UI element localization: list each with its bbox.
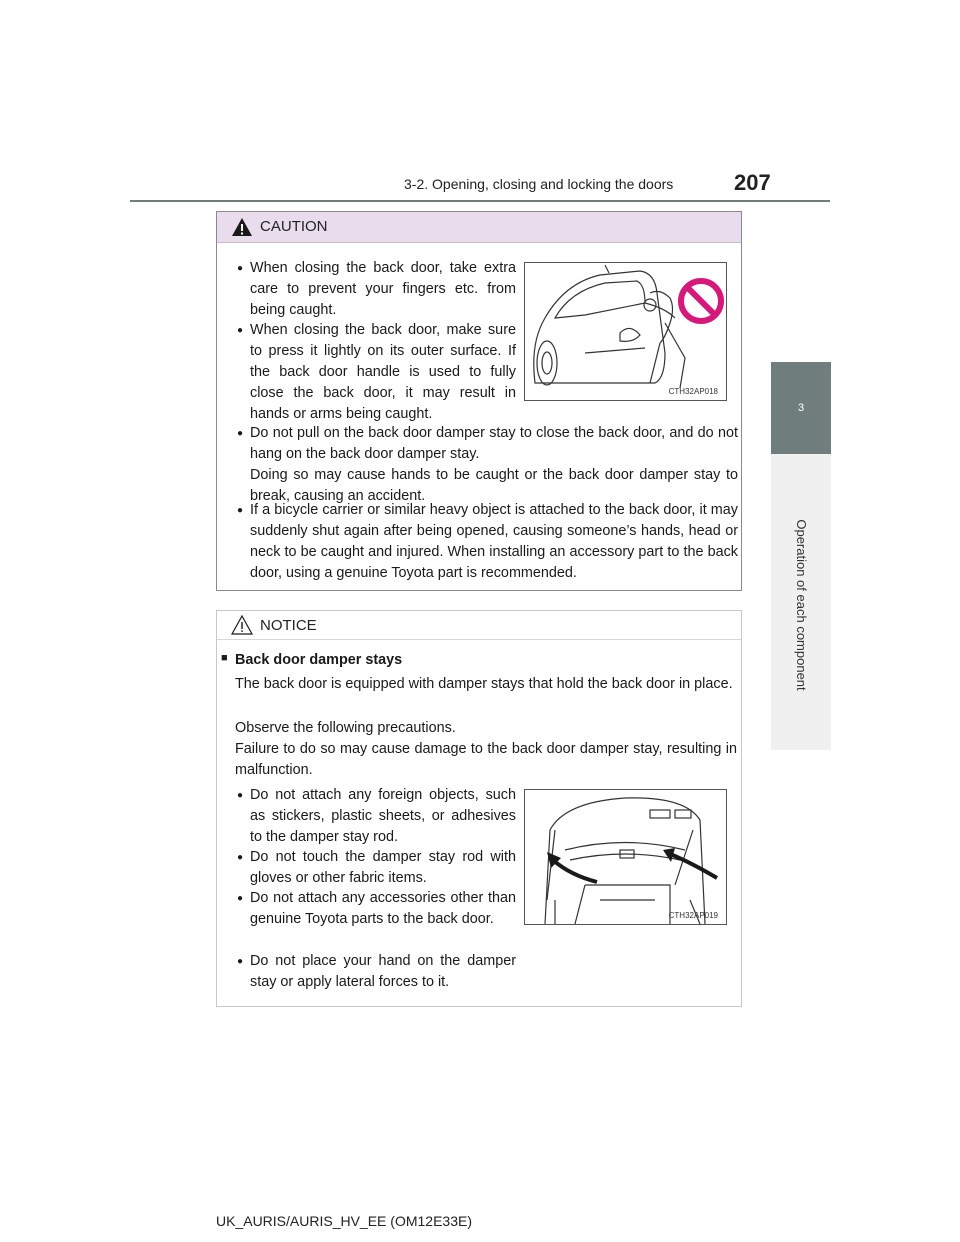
prohibition-icon bbox=[681, 281, 721, 321]
caution-outline-triangle-icon bbox=[231, 615, 253, 635]
notice-paragraph-2 bbox=[235, 718, 737, 781]
footer-model-code: UK_AURIS/AURIS_HV_EE (OM12E33E) bbox=[216, 1213, 472, 1229]
notice-item-2: ● Do not touch the damper stay rod with gloves or other fabric items. bbox=[237, 847, 516, 889]
chapter-number: 3 bbox=[797, 402, 805, 414]
caution-item-3-continuation: Doing so may cause hands to be caught or the back door damper stay to break, causing an accident. bbox=[250, 467, 738, 504]
notice-item-4: ● Do not place your hand on the damper stay or apply lateral forces to it. bbox=[237, 951, 516, 993]
illustration-damper-stays bbox=[524, 789, 727, 925]
caution-item-1: ● When closing the back door, take extra care to prevent your fingers etc. from being caught. bbox=[237, 258, 516, 321]
open-back-door-drawing bbox=[525, 790, 726, 924]
caution-title: CAUTION bbox=[260, 218, 328, 235]
notice-subheading: ■ Back door damper stays bbox=[221, 652, 735, 668]
illustration-code: CTH32AP019 bbox=[668, 911, 718, 920]
notice-header bbox=[217, 611, 741, 640]
damper-arrow-right-icon bbox=[663, 848, 717, 878]
illustration-closing-back-door bbox=[524, 262, 727, 401]
caution-item-4: ● If a bicycle carrier or similar heavy object is attached to the back door, it may suddenly shut again after being opened, causing someone’s hands, head or neck to be caught and injured. When installing an accessory part to the back door, using a genuine Toyota part is recommended. bbox=[237, 500, 738, 584]
caution-item-3 bbox=[237, 423, 738, 507]
caution-header bbox=[217, 212, 741, 243]
notice-item-3: ● Do not attach any accessories other than genuine Toyota parts to the back door. bbox=[237, 888, 516, 930]
illustration-code: CTH32AP018 bbox=[668, 387, 718, 396]
notice-paragraph-2-line-2: Failure to do so may cause damage to the back door damper stay, resulting in malfunction. bbox=[235, 741, 737, 778]
header-rule bbox=[130, 200, 830, 202]
notice-item-1: ● Do not attach any foreign objects, such as stickers, plastic sheets, or adhesives to the damper stay rod. bbox=[237, 785, 516, 848]
caution-item-3-text: ● Do not pull on the back door damper stay to close the back door, and do not hang on the back door damper stay. bbox=[250, 425, 738, 462]
header-section-title: 3-2. Opening, closing and locking the doors bbox=[404, 176, 674, 192]
chapter-tab bbox=[771, 362, 831, 454]
car-rear-closing-drawing bbox=[525, 263, 726, 400]
page-number: 207 bbox=[734, 170, 771, 195]
notice-paragraph-2-line-1: Observe the following precautions. bbox=[235, 720, 456, 736]
chapter-title: Operation of each component bbox=[794, 519, 809, 691]
caution-item-2: ● When closing the back door, make sure to press it lightly on its outer surface. If the back door handle is used to fully close the back door, it may result in hands or arms being caught. bbox=[237, 320, 516, 425]
notice-title: NOTICE bbox=[260, 617, 317, 634]
warning-triangle-icon bbox=[231, 217, 253, 237]
notice-paragraph-1: The back door is equipped with damper stays that hold the back door in place. bbox=[235, 676, 733, 692]
